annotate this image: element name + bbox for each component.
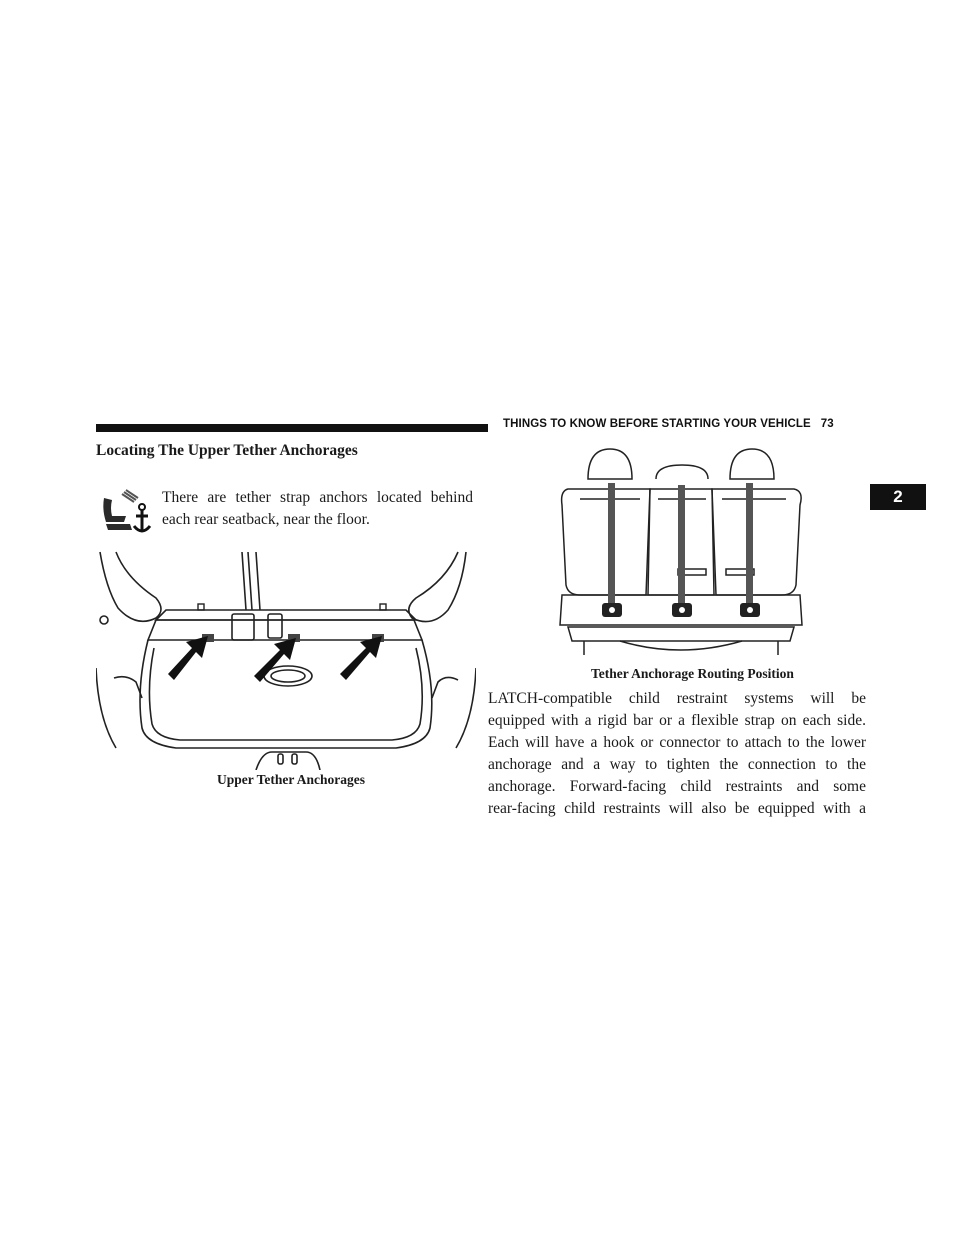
body-line: anchorage. Forward-facing child restraints and some — [488, 778, 866, 795]
child-seat-tether-anchor-icon — [96, 488, 154, 540]
body-line: equipped with a rigid bar or a flexible strap on each side. — [488, 712, 866, 729]
header-rule — [96, 424, 488, 432]
running-title: THINGS TO KNOW BEFORE STARTING YOUR VEHICLE — [503, 418, 811, 430]
tether-routing-illustration — [550, 445, 812, 659]
figure-caption-upper-tether: Upper Tether Anchorages — [216, 772, 365, 787]
intro-paragraph: There are tether strap anchors located behind each rear seatback, near the floor. — [162, 489, 473, 528]
body-line: anchorage and a way to tighten the connection to the — [488, 756, 866, 773]
running-header — [503, 418, 865, 434]
body-line: rear-facing child restraints will also be equipped with a — [488, 800, 866, 817]
section-title: Locating The Upper Tether Anchorages — [96, 442, 358, 459]
chapter-tab[interactable]: 2 — [870, 484, 926, 510]
upper-tether-anchorages-illustration — [96, 548, 476, 770]
figure-caption-tether-routing: Tether Anchorage Routing Position — [591, 666, 794, 681]
body-paragraph — [488, 688, 866, 820]
body-line: Each will have a hook or connector to attach to the lower — [488, 734, 866, 751]
body-line: LATCH-compatible child restraint systems will be — [488, 690, 866, 707]
page-number: 73 — [820, 418, 834, 430]
